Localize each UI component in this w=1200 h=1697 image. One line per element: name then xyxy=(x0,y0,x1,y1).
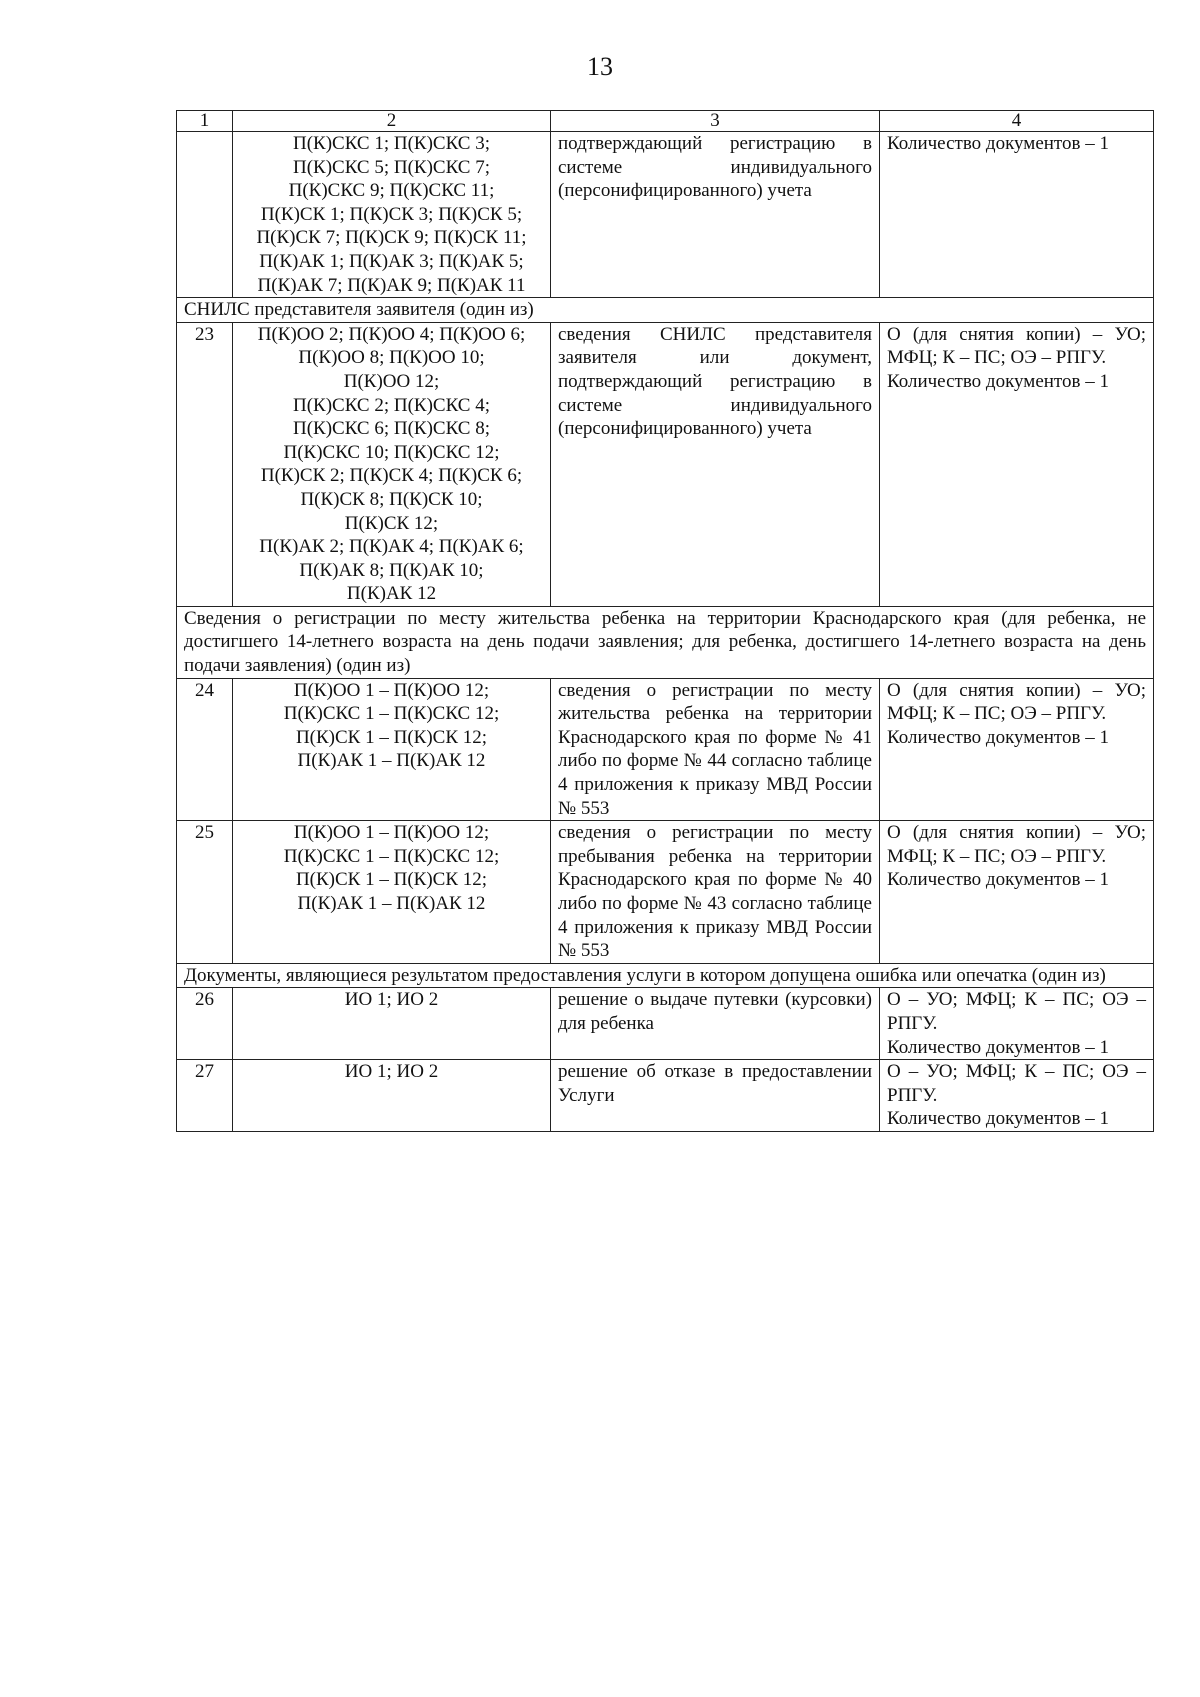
category-code-line: П(К)СКС 1 – П(К)СКС 12; xyxy=(283,703,500,725)
table-row xyxy=(177,1060,1154,1132)
category-codes-cell xyxy=(233,988,551,1060)
section-heading: Документы, являющиеся результатом предоставления услуги в котором допущена ошибка или опечатка (один из) xyxy=(177,963,1154,988)
header-row xyxy=(177,111,1154,132)
category-code-line: П(К)АК 1 – П(К)АК 12 xyxy=(297,750,486,772)
requirement-line: О – УО; МФЦ; К – ПС; ОЭ – РПГУ. xyxy=(887,989,1146,1034)
submission-requirements-cell xyxy=(880,1060,1154,1132)
table-row xyxy=(177,988,1154,1060)
document-description: сведения СНИЛС представителя заявителя или документ, подтверждающий регистрацию в системе индивидуального (персонифицированного) учета xyxy=(551,322,880,606)
category-code-line: П(К)СК 8; П(К)СК 10; xyxy=(300,488,483,510)
requirement-line: Количество документов – 1 xyxy=(887,133,1109,154)
category-code-line: П(К)СКС 1; П(К)СКС 3; xyxy=(293,133,490,154)
table-row xyxy=(177,132,1154,298)
section-heading: Сведения о регистрации по месту жительства ребенка на территории Краснодарского края (для ребенка, не достигшего 14-летнего возраста на день подачи заявления; для ребенка, достигшего 14-летнего возраста на день подачи заявления) (один из) xyxy=(177,606,1154,678)
requirement-line: Количество документов – 1 xyxy=(887,869,1109,891)
category-code-line: П(К)СК 7; П(К)СК 9; П(К)СК 11; xyxy=(256,227,527,249)
column-header-3: 3 xyxy=(551,111,880,132)
document-description: решение о выдаче путевки (курсовки) для ребенка xyxy=(551,988,880,1060)
document-description: решение об отказе в предоставлении Услуги xyxy=(551,1060,880,1132)
category-code-line: П(К)АК 8; П(К)АК 10; xyxy=(299,559,484,581)
requirement-line: Количество документов – 1 xyxy=(887,1108,1109,1130)
row-number: 24 xyxy=(177,678,233,821)
table-row xyxy=(177,678,1154,821)
document-description: подтверждающий регистрацию в системе индивидуального (персонифицированного) учета xyxy=(551,132,880,298)
category-code-line: П(К)АК 7; П(К)АК 9; П(К)АК 11 xyxy=(257,274,526,296)
category-codes-cell xyxy=(233,132,551,298)
table-body xyxy=(177,111,1154,1132)
requirement-line: О (для снятия копии) – УО; МФЦ; К – ПС; ОЭ – РПГУ. xyxy=(887,822,1146,867)
category-code-line: П(К)ОО 8; П(К)ОО 10; xyxy=(298,347,485,369)
requirement-line: Количество документов – 1 xyxy=(887,370,1109,392)
row-number: 25 xyxy=(177,821,233,964)
requirement-line: Количество документов – 1 xyxy=(887,1036,1109,1058)
submission-requirements-cell xyxy=(880,132,1154,298)
category-code-line: П(К)СК 2; П(К)СК 4; П(К)СК 6; xyxy=(260,465,523,487)
row-number: 26 xyxy=(177,988,233,1060)
submission-requirements-cell xyxy=(880,821,1154,964)
page-number: 13 xyxy=(587,52,613,81)
column-header-1: 1 xyxy=(177,111,233,132)
category-code-line: П(К)СК 12; xyxy=(344,512,439,534)
category-code-line: П(К)СКС 1 – П(К)СКС 12; xyxy=(283,845,500,867)
category-code-line: ИО 1; ИО 2 xyxy=(344,1061,439,1083)
category-code-line: П(К)ОО 2; П(К)ОО 4; П(К)ОО 6; xyxy=(257,323,526,345)
category-code-line: П(К)СК 1 – П(К)СК 12; xyxy=(295,726,488,748)
category-code-line: П(К)СКС 2; П(К)СКС 4; xyxy=(293,394,490,416)
category-code-line: П(К)СК 1; П(К)СК 3; П(К)СК 5; xyxy=(260,203,523,225)
category-code-line: П(К)АК 12 xyxy=(346,583,437,605)
column-header-2: 2 xyxy=(233,111,551,132)
section-row xyxy=(177,298,1154,323)
category-code-line: П(К)АК 1 – П(К)АК 12 xyxy=(297,893,486,914)
category-code-line: П(К)АК 1; П(К)АК 3; П(К)АК 5; xyxy=(259,250,524,272)
row-number xyxy=(177,132,233,298)
submission-requirements-cell xyxy=(880,988,1154,1060)
row-number: 23 xyxy=(177,322,233,606)
category-code-line: П(К)СКС 9; П(К)СКС 11; xyxy=(288,180,495,202)
section-heading: СНИЛС представителя заявителя (один из) xyxy=(177,298,1154,323)
row-number: 27 xyxy=(177,1060,233,1132)
category-code-line: П(К)ОО 1 – П(К)ОО 12; xyxy=(293,679,490,701)
section-row xyxy=(177,606,1154,678)
table-row xyxy=(177,322,1154,606)
table-row xyxy=(177,821,1154,964)
section-row xyxy=(177,963,1154,988)
requirement-line: О (для снятия копии) – УО; МФЦ; К – ПС; ОЭ – РПГУ. xyxy=(887,323,1146,369)
category-code-line: П(К)СКС 6; П(К)СКС 8; xyxy=(293,418,490,440)
requirement-line: Количество документов – 1 xyxy=(887,726,1109,748)
requirement-line: О (для снятия копии) – УО; МФЦ; К – ПС; ОЭ – РПГУ. xyxy=(887,679,1146,725)
category-code-line: ИО 1; ИО 2 xyxy=(344,989,439,1011)
document-description: сведения о регистрации по месту жительства ребенка на территории Краснодарского края по форме № 41 либо по форме № 44 согласно таблице 4 приложения к приказу МВД России № 553 xyxy=(551,678,880,821)
category-code-line: П(К)СКС 10; П(К)СКС 12; xyxy=(283,441,500,463)
category-code-line: П(К)ОО 1 – П(К)ОО 12; xyxy=(293,822,490,844)
submission-requirements-cell xyxy=(880,678,1154,821)
category-code-line: П(К)АК 2; П(К)АК 4; П(К)АК 6; xyxy=(259,536,524,558)
category-codes-cell xyxy=(233,322,551,606)
category-codes-cell xyxy=(233,678,551,821)
category-code-line: П(К)ОО 12; xyxy=(343,370,440,392)
documents-table xyxy=(176,110,1154,1132)
document-description: сведения о регистрации по месту пребывания ребенка на территории Краснодарского края по форме № 40 либо по форме № 43 согласно таблице 4 приложения к приказу МВД России № 553 xyxy=(551,821,880,964)
category-code-line: П(К)СК 1 – П(К)СК 12; xyxy=(295,869,488,891)
category-codes-cell xyxy=(233,1060,551,1132)
column-header-4: 4 xyxy=(880,111,1154,132)
category-codes-cell xyxy=(233,821,551,964)
requirement-line: О – УО; МФЦ; К – ПС; ОЭ – РПГУ. xyxy=(887,1061,1146,1106)
submission-requirements-cell xyxy=(880,322,1154,606)
category-code-line: П(К)СКС 5; П(К)СКС 7; xyxy=(293,156,490,178)
